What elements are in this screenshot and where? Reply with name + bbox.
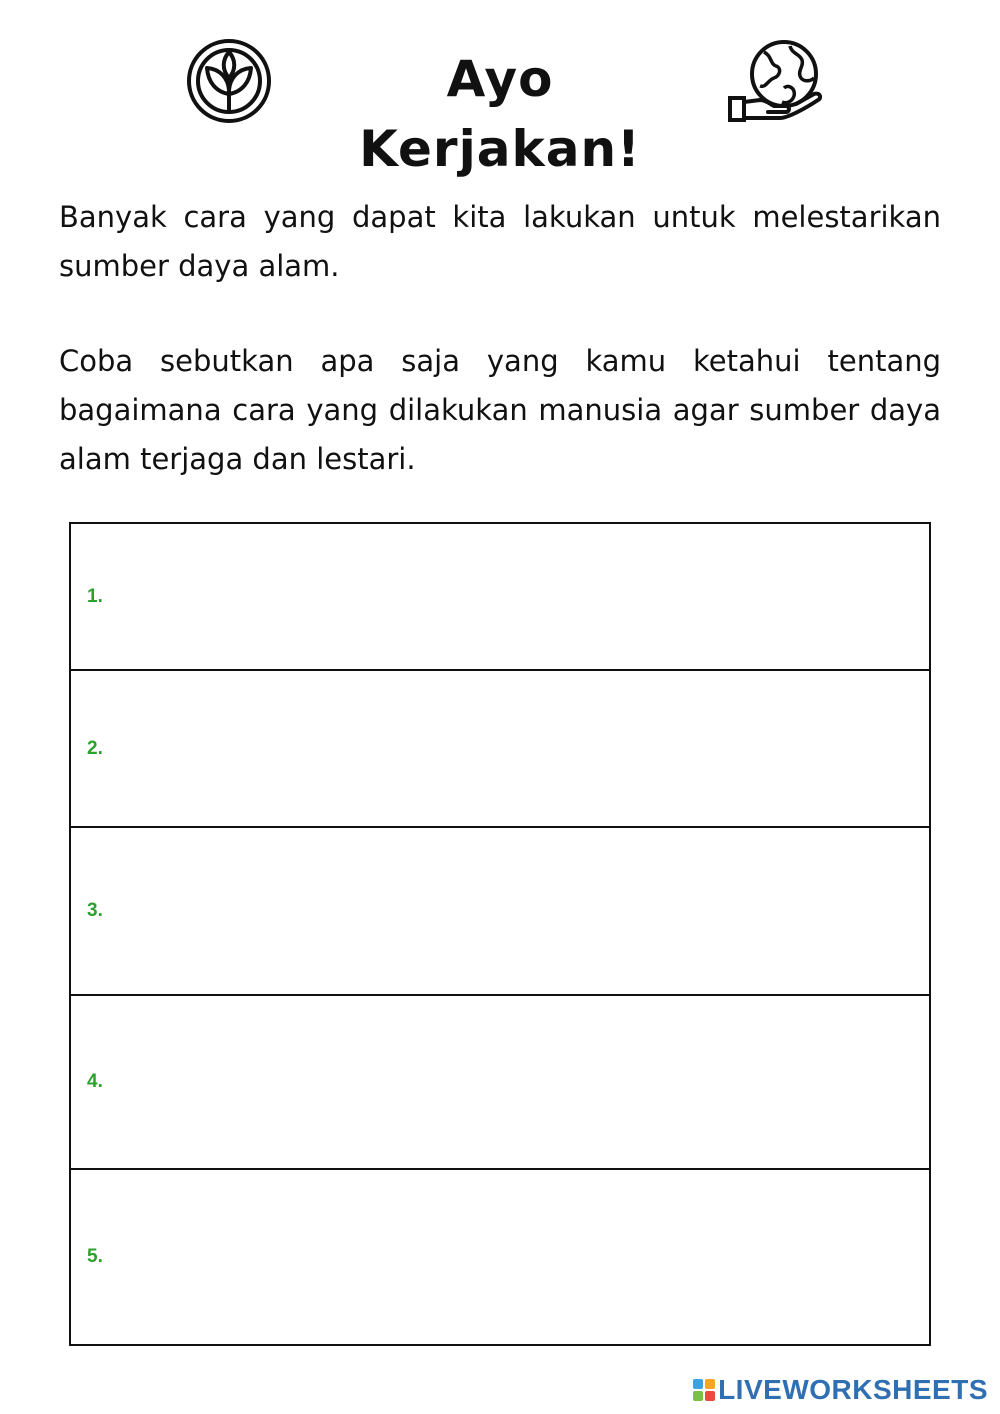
answer-row-1[interactable]	[71, 524, 929, 669]
answer-row-3[interactable]	[71, 826, 929, 994]
answer-number: 3.	[87, 900, 103, 921]
instruction-paragraph-1: Banyak cara yang dapat kita lakukan untuk melestarikan sumber daya alam.	[59, 200, 941, 283]
page-title: Ayo Kerjakan!	[359, 50, 641, 178]
answer-number: 4.	[87, 1071, 103, 1092]
liveworksheets-logo	[692, 1374, 988, 1406]
instruction-paragraph-2: Coba sebutkan apa saja yang kamu ketahui tentang bagaimana cara yang dilakukan manusia agar sumber daya alam terjaga dan lestari.	[59, 344, 941, 476]
leaf-circle-icon	[186, 38, 272, 124]
liveworksheets-logo-icon	[692, 1378, 716, 1402]
worksheet-header	[0, 30, 1000, 178]
brand-name: LIVEWORKSHEETS	[718, 1374, 988, 1405]
answer-row-4[interactable]	[71, 994, 929, 1168]
answer-number: 2.	[87, 737, 103, 759]
answer-row-2[interactable]	[71, 669, 929, 826]
answer-number: 5.	[87, 1246, 103, 1267]
hand-holding-earth-icon	[726, 38, 826, 124]
answer-number: 1.	[87, 585, 103, 607]
answer-table	[69, 522, 931, 1346]
answer-row-5[interactable]	[71, 1168, 929, 1344]
